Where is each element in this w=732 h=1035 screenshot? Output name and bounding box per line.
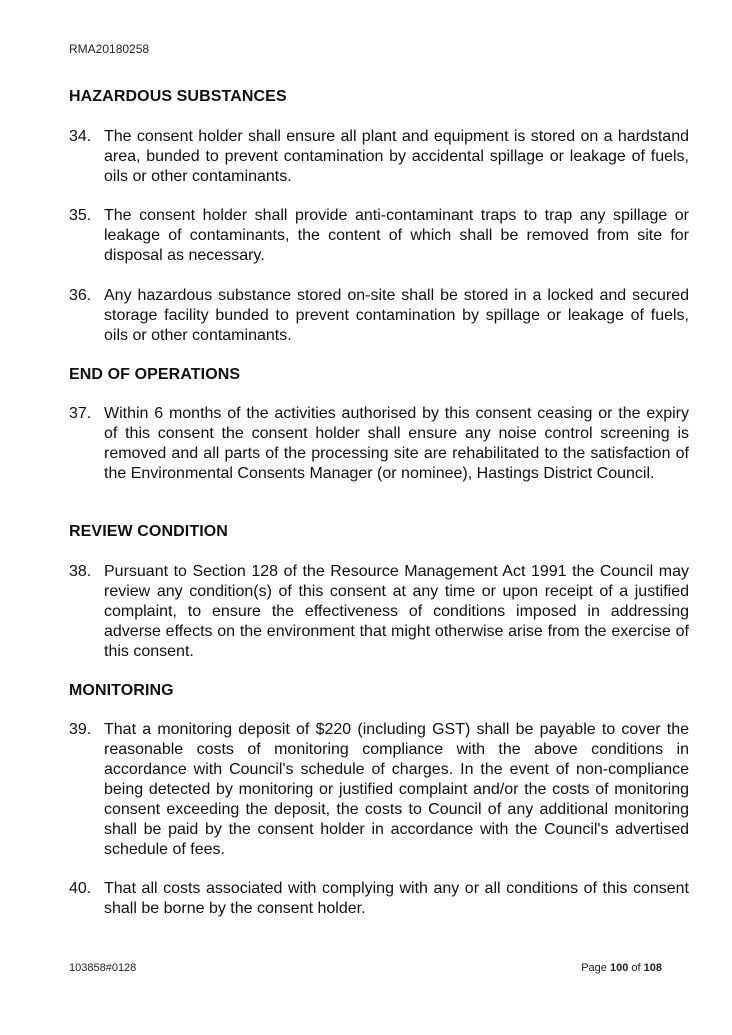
condition-number: 38. bbox=[69, 563, 92, 580]
condition-text: Pursuant to Section 128 of the Resource Management Act 1991 the Council may review any condition(s) of this consent at any time or upon receipt of a justified complaint, to ensure the effectiveness of conditions imposed in addressing adverse effects on the environment that might otherwise arise from the exercise of this consent. bbox=[104, 563, 689, 660]
condition-number: 34. bbox=[69, 128, 92, 145]
condition-number: 40. bbox=[69, 880, 92, 897]
section-heading-monitoring: MONITORING bbox=[69, 682, 174, 699]
page-label: Page bbox=[581, 962, 607, 974]
section-heading-end-of-operations: END OF OPERATIONS bbox=[69, 366, 241, 383]
condition-number: 37. bbox=[69, 405, 92, 422]
condition-38 bbox=[69, 562, 689, 662]
condition-35 bbox=[69, 206, 689, 266]
condition-text: That all costs associated with complying with any or all conditions of this consent shall be borne by the consent holder. bbox=[104, 880, 689, 917]
condition-number: 35. bbox=[69, 207, 92, 224]
section-heading-review-condition: REVIEW CONDITION bbox=[69, 523, 228, 540]
condition-text: Any hazardous substance stored on-site shall be stored in a locked and secured storage facility bunded to prevent contamination by spillage or leakage of fuels, oils or other contaminants. bbox=[104, 287, 689, 344]
page-number bbox=[581, 962, 662, 974]
condition-text: That a monitoring deposit of $220 (including GST) shall be payable to cover the reasonable costs of monitoring compliance with the above conditions in accordance with Council's schedule of charges. In the event of non-compliance being detected by monitoring or justified complaint and/or the costs of monitoring consent exceeding the deposit, the costs to Council of any additional monitoring shall be paid by the consent holder in accordance with the Council's advertised schedule of fees. bbox=[104, 721, 689, 858]
condition-text: The consent holder shall provide anti-contaminant traps to trap any spillage or leakage of contaminants, the content of which shall be removed from site for disposal as necessary. bbox=[104, 207, 689, 264]
condition-37 bbox=[69, 404, 689, 484]
condition-number: 36. bbox=[69, 287, 92, 304]
section-heading-hazardous-substances: HAZARDOUS SUBSTANCES bbox=[69, 88, 287, 105]
current-page: 100 bbox=[609, 962, 629, 974]
footer-document-id: 103858#0128 bbox=[69, 962, 137, 974]
condition-36 bbox=[69, 286, 689, 346]
of-label: of bbox=[631, 962, 641, 974]
document-reference: RMA20180258 bbox=[69, 42, 150, 56]
condition-text: The consent holder shall ensure all plant and equipment is stored on a hardstand area, bunded to prevent contamination by accidental spillage or leakage of fuels, oils or other contaminants. bbox=[104, 128, 689, 185]
condition-40 bbox=[69, 879, 689, 919]
condition-34 bbox=[69, 127, 689, 187]
condition-number: 39. bbox=[69, 721, 92, 738]
total-pages: 108 bbox=[643, 962, 662, 974]
condition-39 bbox=[69, 720, 689, 860]
condition-text: Within 6 months of the activities authorised by this consent ceasing or the expiry of this consent the consent holder shall ensure any noise control screening is removed and all parts of the processing site are rehabilitated to the satisfaction of the Environmental Consents Manager (or nominee), Hastings District Council. bbox=[104, 405, 689, 482]
